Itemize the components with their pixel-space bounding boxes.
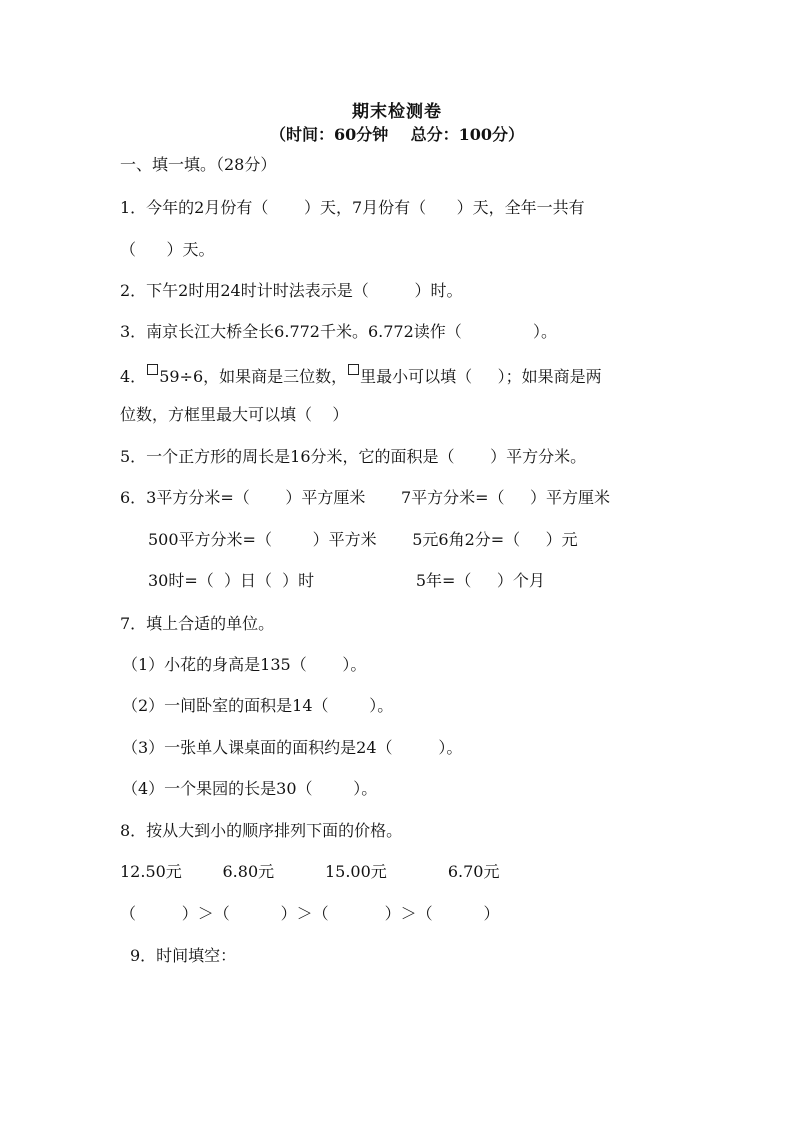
question-6-line-3: 30时=（ ）日（ ）时 5年=（ ）个月 [148, 571, 545, 590]
question-4-line-2: 位数，方框里最大可以填（ ） [120, 405, 349, 424]
question-7: 7．填上合适的单位。 [120, 614, 275, 633]
square-box-icon [147, 364, 158, 375]
question-8-order: （ ）＞（ ）＞（ ）＞（ ） [120, 904, 500, 923]
question-4-part-2: 里最小可以填（ ）；如果商是两 [360, 367, 602, 386]
question-6-line-2: 500平方分米=（ ）平方米 5元6角2分=（ ）元 [148, 530, 578, 549]
question-7-3: （3）一张单人课桌面的面积约是24（ ）。 [122, 738, 463, 757]
question-5: 5．一个正方形的周长是16分米，它的面积是（ ）平方分米。 [120, 447, 587, 466]
square-box-icon [348, 364, 359, 375]
question-8-prices: 12.50元 6.80元 15.00元 6.70元 [120, 862, 500, 881]
question-7-4: （4）一个果园的长是30（ ）。 [122, 779, 378, 798]
question-9: 9．时间填空： [130, 946, 237, 965]
question-4-line-1 [120, 364, 602, 387]
question-3: 3．南京长江大桥全长6.772千米。6.772读作（ ）。 [120, 322, 557, 341]
question-2: 2．下午2时用24时计时法表示是（ ）时。 [120, 281, 463, 300]
question-1-line-2: （ ）天。 [120, 240, 215, 259]
question-1-line-1: 1．今年的2月份有（ ）天，7月份有（ ）天，全年一共有 [120, 198, 585, 217]
question-8: 8．按从大到小的顺序排列下面的价格。 [120, 821, 403, 840]
page-subtitle: （时间：60分钟 总分：100分） [270, 125, 524, 144]
question-7-2: （2）一间卧室的面积是14（ ）。 [122, 696, 394, 715]
question-4-prefix: 4． [120, 367, 147, 386]
question-6-line-1: 6．3平方分米=（ ）平方厘米 7平方分米=（ ）平方厘米 [120, 488, 610, 507]
question-7-1: （1）小花的身高是135（ ）。 [122, 655, 367, 674]
question-4-part-1: 59÷6，如果商是三位数， [159, 367, 348, 386]
section-heading: 一、填一填。（28分） [120, 155, 277, 174]
page-title: 期末检测卷 [352, 102, 442, 122]
